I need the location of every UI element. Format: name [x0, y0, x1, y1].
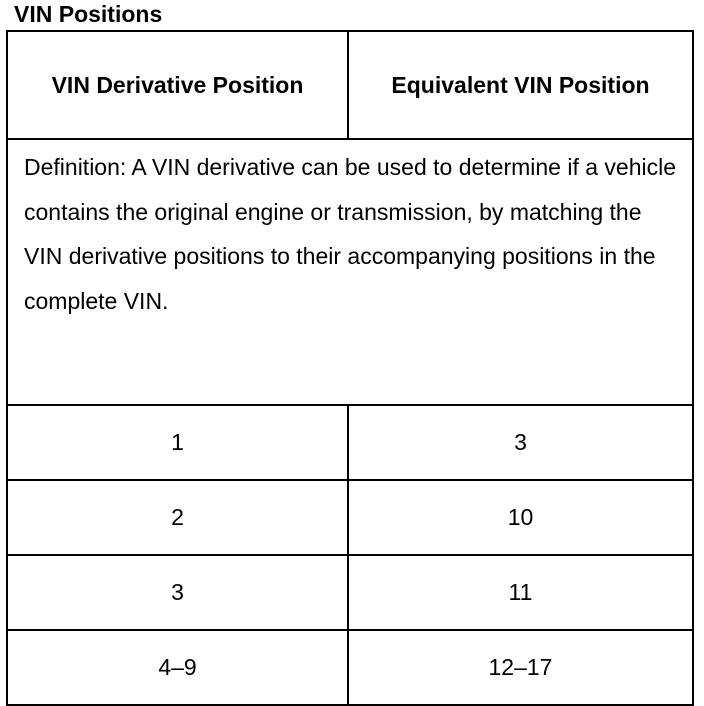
derivative-position-cell: 3 — [7, 555, 348, 630]
table-row — [7, 630, 693, 705]
vin-positions-table — [6, 30, 694, 706]
header-row — [7, 31, 693, 139]
equivalent-position-cell: 11 — [348, 555, 693, 630]
table-title: VIN Positions — [14, 1, 163, 27]
equivalent-position-cell: 12–17 — [348, 630, 693, 705]
header-vin-derivative-position: VIN Derivative Position — [7, 31, 348, 139]
header-equivalent-vin-position: Equivalent VIN Position — [348, 31, 693, 139]
table-row — [7, 405, 693, 480]
derivative-position-cell: 2 — [7, 480, 348, 555]
equivalent-position-cell: 3 — [348, 405, 693, 480]
table-row — [7, 555, 693, 630]
definition-text: Definition: A VIN derivative can be used to determine if a vehicle contains the original engine or transmission, by matching the VIN derivative positions to their accompanying positions in the complete VIN. — [7, 139, 693, 405]
derivative-position-cell: 4–9 — [7, 630, 348, 705]
definition-row — [7, 139, 693, 405]
table-row — [7, 480, 693, 555]
derivative-position-cell: 1 — [7, 405, 348, 480]
equivalent-position-cell: 10 — [348, 480, 693, 555]
